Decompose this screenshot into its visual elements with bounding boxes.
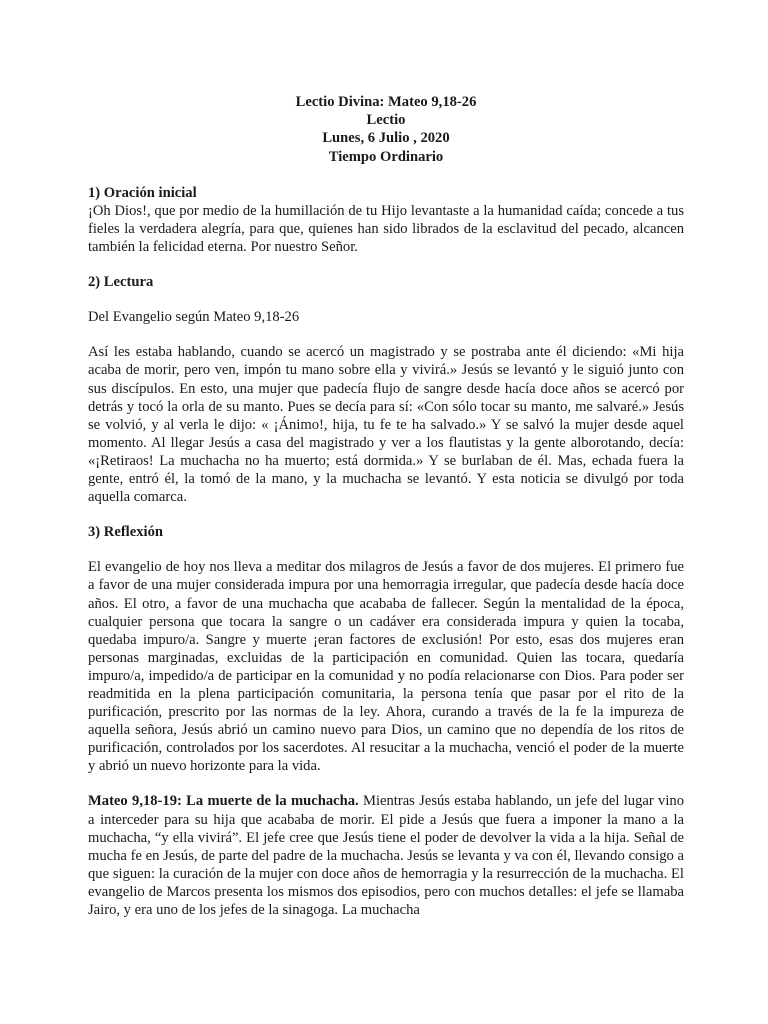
- title-line-2: Lectio: [366, 112, 406, 129]
- paragraph-lectura-intro: Del Evangelio según Mateo 9,18-26: [88, 309, 300, 326]
- paragraph-lectura: Así les estaba hablando, cuando se acercó un magistrado y se postraba ante él diciendo: «Mi hija acaba de morir, pero ven, impón tu mano sobre ella y vivirá.» Jesús se levantó y le siguió junto con sus discípulos. En esto, una mujer que padecía flujo de sangre desde hacía doce años se acercó por detrás y tocó la orla de su manto. Pues se decía para sí: «Con sólo tocar su manto, me salvaré.» Jesús se volvió, y al verla le dijo: « ¡Ánimo!, hija, tu fe te ha salvado.» Y se salvó la mujer desde aquel momento. Al llegar Jesús a casa del magistrado y ver a los flautistas y la gente alborotando, decía: «¡Retiraos! La muchacha no ha muerto; está dormida.» Y se burlaban de él. Mas, echada fuera la gente, entró él, la tomó de la mano, y la muchacha se levantó. Y esta noticia se divulgó por toda aquella comarca.: [88, 344, 684, 506]
- title-line-3: Lunes, 6 Julio , 2020: [322, 130, 450, 147]
- document-content: [88, 93, 684, 919]
- heading-oracion: 1) Oración inicial: [88, 184, 197, 201]
- paragraph-oracion: ¡Oh Dios!, que por medio de la humillación de tu Hijo levantaste a la humanidad caída; concede a tus fieles la verdadera alegría, para que, quienes han sido librados de la esclavitud del pecado, alcancen también la felicidad eterna. Por nuestro Señor.: [88, 202, 684, 256]
- document-title: [88, 93, 684, 166]
- paragraph-reflexion: El evangelio de hoy nos lleva a meditar dos milagros de Jesús a favor de dos mujeres. El primero fue a favor de una mujer considerada impura por una hemorragia irregular, que padecía desde hacía doce años. El otro, a favor de una muchacha que acababa de fallecer. Según la mentalidad de la época, cualquier persona que tocara la sangre o un cadáver era considerada impura y quien la tocaba, quedaba impuro/a. Sangre y muerte ¡eran factores de exclusión! Por esto, esas dos mujeres eran personas marginadas, excluidas de la participación en comunidad. Quien las tocara, quedaría impuro/a, impedido/a de participar en la comunidad y no podía relacionarse con Dios. Para poder ser readmitida en la plena participación comunitaria, la persona tenía que pasar por el rito de la purificación, prescrito por las normas de la ley. Ahora, curando a través de la fe la impureza de aquella señora, Jesús abrió un camino nuevo para Dios, un camino que no dependía de los ritos de purificación, controlados por los sacerdotes. Al resucitar a la muchacha, venció el poder de la muerte y abrió un nuevo horizonte para la vida.: [88, 559, 684, 775]
- mateo-text: Mientras Jesús estaba hablando, un jefe del lugar vino a interceder para su hija que acababa de morir. El pide a Jesús que fuera a imponer la mano a la muchacha, “y ella vivirá”. El jefe cree que Jesús tiene el poder de devolver la vida a la hija. Señal de mucha fe en Jesús, de parte del padre de la muchacha. Jesús se levanta y va con él, llevando consigo a que siguen: la curación de la mujer con doce años de hemorragia y la resurrección de la muchacha. El evangelio de Marcos presenta los mismos dos episodios, pero con muchos detalles: el jefe se llamaba Jairo, y era uno de los jefes de la sinagoga. La muchacha: [88, 793, 684, 918]
- title-line-4: Tiempo Ordinario: [328, 148, 444, 165]
- mateo-lead: Mateo 9,18-19: La muerte de la muchacha.: [88, 793, 359, 810]
- heading-reflexion: 3) Reflexión: [88, 524, 163, 541]
- paragraph-mateo: [88, 792, 684, 919]
- title-line-1: Lectio Divina: Mateo 9,18-26: [295, 94, 477, 110]
- heading-lectura: 2) Lectura: [88, 274, 154, 291]
